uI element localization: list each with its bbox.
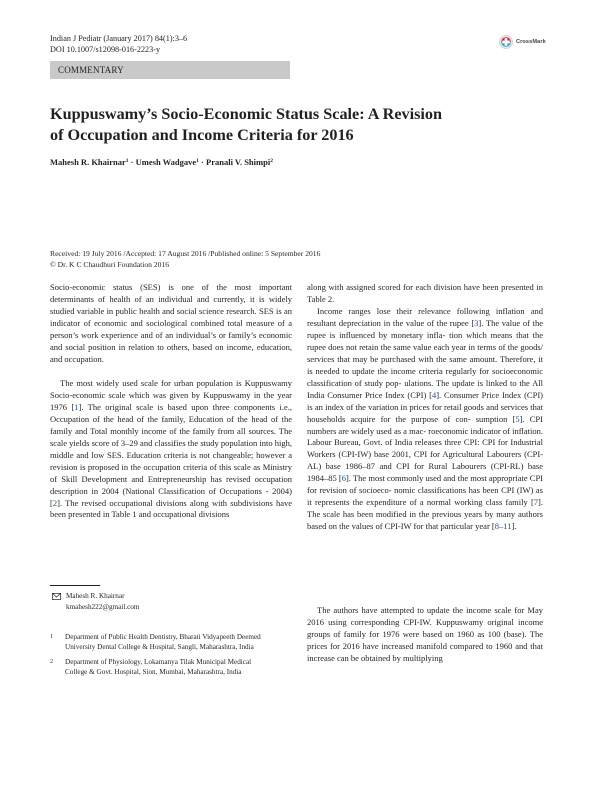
footnote-divider <box>50 585 100 586</box>
title-line-1: Kuppuswamy’s Socio-Economic Status Scale: A Revision <box>50 105 442 123</box>
text-line: The most widely used scale for urban population is <box>60 378 242 388</box>
citation-link[interactable]: 7 <box>533 497 539 508</box>
author-separator: · <box>128 157 136 167</box>
copyright-line: © Dr. K C Chaudhuri Foundation 2016 <box>50 260 170 269</box>
text-line: Therefore, it is needed to update the income criteria <box>307 353 543 376</box>
text-line: 1976 were based on 1960 as 100 (base). The prices <box>307 628 543 651</box>
text-line: sumption [5]. CPI numbers are widely used as a mac- <box>307 413 543 436</box>
text-line: index of the variation in prices for retail goods and <box>325 401 499 412</box>
text-line: and Total monthly income of the family from all <box>75 425 246 436</box>
citation-link[interactable]: 8–11 <box>494 521 512 532</box>
text-line: The scale has been modified in the previous years by <box>307 509 494 520</box>
affiliation-mark: 1 <box>196 158 199 164</box>
affiliation-line: Department of Physiology, Lokamanya Tilak Municipal Medical <box>65 658 252 666</box>
text-line: along with assigned scored for each division have been <box>307 282 499 292</box>
journal-citation: Indian J Pediatr (January 2017) 84(1):3–6 <box>50 34 188 43</box>
text-line: been presented in Table 1 and occupational divisions <box>50 509 230 520</box>
text-line: Income ranges lose their relevance following inflation <box>317 306 525 316</box>
affiliation-2 <box>50 657 300 679</box>
title-line-2: of Occupation and Income Criteria for 2016 <box>50 126 354 144</box>
text-line: Education criteria is not changeable; however a revision <box>50 449 293 472</box>
citation-link[interactable]: 6 <box>341 473 346 484</box>
affiliation-number: 2 <box>50 659 53 665</box>
text-line: (CPI-AL) base 1986–87 and CPI for Rural Labourers <box>307 449 544 472</box>
text-line: Kuppuswamy in the year 1976 [1]. The original scale is <box>50 389 293 412</box>
text-line: head of the family, Education of the head of the family <box>50 413 292 436</box>
author-list <box>50 157 273 167</box>
text-line: roeconomic indicator of inflation. Labour Bureau, Govt. <box>307 425 544 448</box>
text-line: based upon three components i.e., Occupation of the <box>50 401 293 424</box>
text-line: and the most appropriate CPI for revision of socioeco- <box>307 473 544 496</box>
text-line: of an individual’s or family’s economic and social position <box>50 329 292 352</box>
text-line: for 2016 have increased manifold compared to 1960 <box>330 640 513 651</box>
author-separator: · <box>198 157 207 167</box>
text-line: of India releases three CPI: CPI for Industrial Workers <box>307 437 543 460</box>
citation-link[interactable]: 3 <box>474 317 479 328</box>
text-line: particular year [8–11]. <box>440 521 517 532</box>
text-line: scale for May 2016 using corresponding CPI-IW. <box>307 605 544 627</box>
text-line: Price Index (CPI) [4]. Consumer Price Index (CPI) is an <box>307 389 543 412</box>
text-line: regularly for socioeconomic classification of study pop- <box>307 365 543 388</box>
citation-link[interactable]: 5 <box>515 413 520 424</box>
text-line: nomic classifications has been CPI (IW) as it represents <box>307 485 543 508</box>
text-line: same value each year in terms of the goods/ services <box>307 341 543 364</box>
affiliation-line: College & Govt. Hospital, Sion, Mumbai, Maharashtra, India <box>65 668 242 676</box>
text-line: and that increase can be obtained by multiplying <box>307 640 543 663</box>
text-line: in relation to others, based on income, education, and <box>50 341 292 364</box>
crossmark-label: CrossMark <box>516 39 546 45</box>
envelope-icon <box>52 593 61 600</box>
text-line: services that households acquire for the purpose of con- <box>307 401 544 424</box>
text-line: determinants of health of an individual and currently, it is <box>50 293 265 304</box>
citation-link[interactable]: 4 <box>431 389 437 400</box>
affiliation-text <box>65 657 300 677</box>
author-name[interactable]: Mahesh R. Khairnar <box>50 157 126 167</box>
text-line: occupation. <box>64 353 104 364</box>
text-line: and resultant depreciation in the value of the rupee [3]. <box>307 306 544 328</box>
text-line: has revised occupation description in 2004 (National <box>50 473 292 496</box>
text-line: The authors have attempted to update the income <box>317 605 492 615</box>
text-line: many authors based on the values of CPI-IW for that <box>307 509 543 532</box>
citation-link[interactable]: 2 <box>52 497 58 508</box>
body-paragraph <box>307 306 543 533</box>
affiliation-1 <box>50 632 300 654</box>
author-name[interactable]: Umesh Wadgave <box>135 157 197 167</box>
text-line: sources. The scale yields score of 3–29 and classifies <box>50 425 292 448</box>
body-paragraph <box>50 282 292 366</box>
text-line: ulations. The update is linked to the All India Consumer <box>307 377 544 400</box>
text-line: Kuppuswamy original income groups of family for <box>307 616 543 639</box>
affiliation-line: Department of Public Health Dentistry, Bharati Vidyapeeth Deemed <box>65 633 261 641</box>
text-line: the expenditure of a normal working class family [7]. <box>352 497 543 508</box>
corresponding-email[interactable]: kmahesh222@gmail.com <box>66 603 140 611</box>
text-line: presented in Table 2. <box>307 282 543 304</box>
crossmark-icon <box>499 35 513 49</box>
affiliation-mark: 1 <box>125 158 129 164</box>
text-line: research. SES is an indicator of economic and sociological <box>50 305 292 328</box>
text-line: is proposed in the occupation criteria of this scale as <box>79 461 261 472</box>
text-line: tion which means that the rupee does not retain the <box>307 329 544 352</box>
article-title <box>50 104 520 146</box>
affiliation-text <box>65 632 300 652</box>
text-line: Ministry of Skill Development and Entrepreneurship <box>50 461 293 484</box>
citation-link[interactable]: 1 <box>74 401 79 412</box>
text-line: Kuppuswamy Socio-economic scale which was given by <box>50 378 293 400</box>
text-line: (CPI-RL) base 1984–85 [6]. The most commonly used <box>307 461 543 484</box>
text-line: The value of the rupee is influenced by monetary infla- <box>307 317 543 340</box>
text-line: Classification of Occupations - 2004) [2]. The revised <box>50 485 293 508</box>
body-paragraph <box>50 378 292 521</box>
text-line: (CPI-IW) base 2001, CPI for Agricultural Labourers <box>338 449 522 460</box>
corresponding-author: Mahesh R. Khairnar <box>66 592 125 600</box>
body-paragraph <box>307 282 543 306</box>
text-line: the study population into high, middle and low SES. <box>50 437 292 460</box>
affiliation-line: University Dental College & Hospital, Sangli, Maharashtra, India <box>65 643 254 651</box>
article-dates: Received: 19 July 2016 /Accepted: 17 August 2016 /Published online: 5 September 2016 <box>50 249 321 258</box>
author-name[interactable]: Pranali V. Shimpi <box>206 157 271 167</box>
affiliation-mark: 2 <box>270 158 273 164</box>
text-line: occupational divisions along with subdivisions have <box>109 497 293 508</box>
text-line: combined total measure of a person’s work experience and <box>50 317 292 340</box>
affiliation-number: 1 <box>50 634 53 640</box>
body-paragraph <box>307 605 543 665</box>
text-line: Socio-economic status (SES) is one of the most important <box>50 282 292 292</box>
section-label: COMMENTARY <box>58 65 124 75</box>
doi[interactable]: DOI 10.1007/s12098-016-2223-y <box>50 45 161 54</box>
text-line: widely studied variable in public health and social science <box>50 293 292 316</box>
text-line: that may be purchased with the same amount. <box>337 353 498 364</box>
crossmark-badge[interactable] <box>499 34 559 50</box>
